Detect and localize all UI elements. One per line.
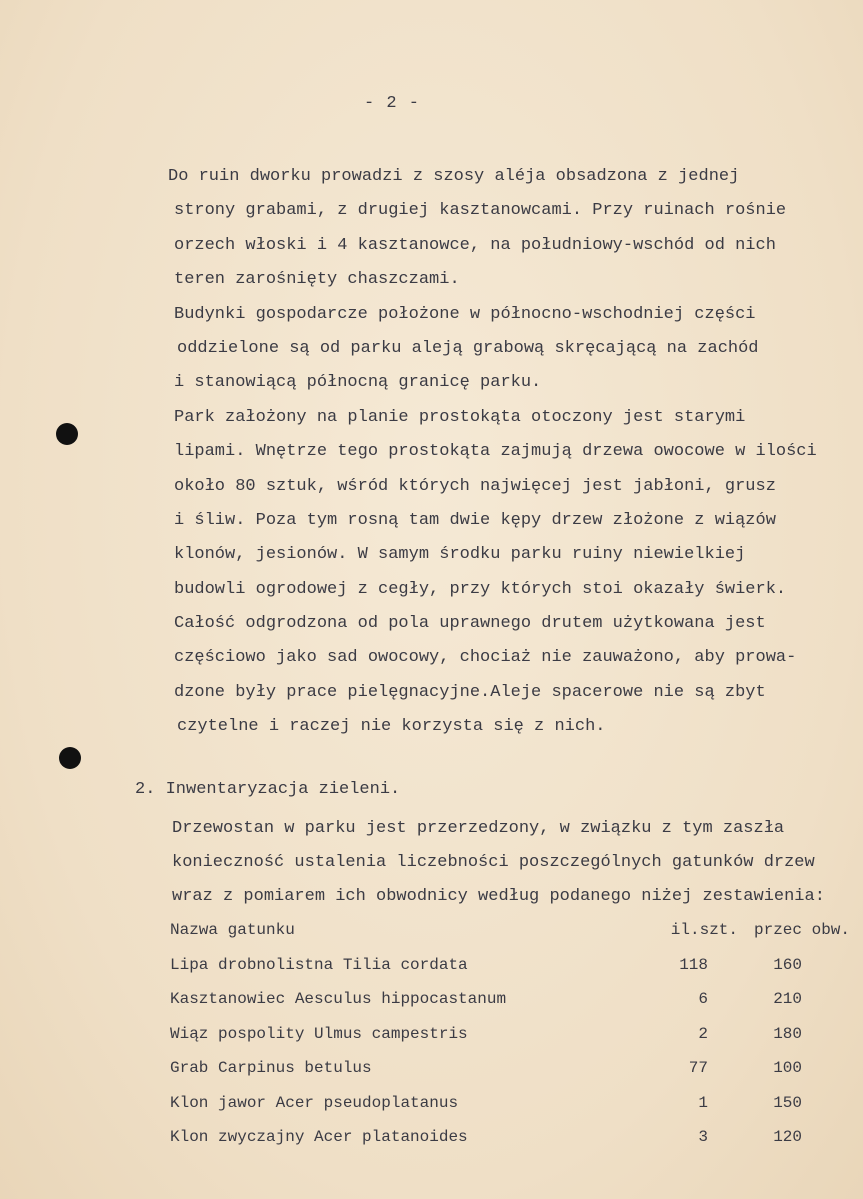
paragraph-line: strony grabami, z drugiej kasztanowcami. Przy ruinach rośnie (174, 201, 787, 221)
table-row (170, 1017, 850, 1052)
species-circumference: 150 (773, 1093, 802, 1112)
section-line: wraz z pomiarem ich obwodnicy według podanego niżej zestawienia: (172, 887, 825, 906)
paragraph-line: Park założony na planie prostokąta otoczony jest starymi (174, 407, 746, 427)
paragraph-line: klonów, jesionów. W samym środku parku ruiny niewielkiej (174, 545, 746, 565)
paragraph-line: i stanowiącą północną granicę parku. (174, 373, 542, 393)
section-line: Drzewostan w parku jest przerzedzony, w związku z tym zaszła (172, 819, 785, 838)
paragraph-line: budowli ogrodowej z cegły, przy których stoi okazały świerk. (174, 579, 787, 599)
paragraph-line: Budynki gospodarcze położone w północno-wschodniej części (174, 304, 756, 324)
species-name: Wiąz pospolity Ulmus campestris (170, 1024, 468, 1043)
species-circumference: 210 (773, 990, 802, 1008)
species-name: Klon zwyczajny Acer platanoides (170, 1128, 468, 1146)
species-count: 3 (698, 1128, 708, 1146)
paragraph-line: dzone były prace pielęgnacyjne.Aleje spacerowe nie są zbyt (174, 682, 766, 702)
species-circumference: 120 (773, 1128, 802, 1146)
table-row (170, 948, 850, 983)
paragraph-line: Całość odgrodzona od pola uprawnego drutem użytkowana jest (174, 614, 766, 634)
species-circumference: 160 (773, 955, 802, 974)
table-header-row (170, 913, 850, 948)
paragraph-line: teren zarośnięty chaszczami. (174, 270, 460, 290)
section-body (172, 812, 825, 914)
page-number: - 2 - (364, 94, 421, 113)
punch-hole-top (56, 423, 78, 445)
header-circumference: przec obw. (753, 921, 850, 939)
paragraph-line: częściowo jako sad owocowy, chociaż nie zauważono, aby prowa- (174, 648, 797, 668)
header-count: il.szt. (670, 921, 738, 939)
species-count: 1 (698, 1093, 708, 1112)
species-name: Lipa drobnolistna Tilia cordata (170, 955, 468, 974)
paragraph-line: Do ruin dworku prowadzi z szosy aléja obsadzona z jednej (168, 167, 740, 186)
species-name: Kasztanowiec Aesculus hippocastanum (170, 990, 507, 1008)
paragraph-line: lipami. Wnętrze tego prostokąta zajmują drzewa owocowe w ilości (174, 442, 817, 462)
park-description-paragraph (168, 160, 848, 745)
species-name: Klon jawor Acer pseudoplatanus (170, 1093, 459, 1112)
species-circumference: 180 (773, 1024, 802, 1043)
table-row (170, 1120, 850, 1155)
punch-hole-bottom (59, 747, 81, 769)
species-count: 77 (688, 1059, 708, 1077)
paragraph-line: oddzielone są od parku aleją grabową skręcającą na zachód (177, 338, 759, 358)
species-name: Grab Carpinus betulus (170, 1059, 372, 1077)
paragraph-line: około 80 sztuk, wśród których najwięcej jest jabłoni, grusz (174, 476, 776, 496)
paragraph-line: i śliw. Poza tym rosną tam dwie kępy drzew złożone z wiązów (174, 510, 776, 530)
species-table (170, 913, 850, 1155)
table-row (170, 1051, 850, 1086)
table-row (170, 1086, 850, 1121)
species-count: 118 (679, 955, 708, 974)
table-row (170, 982, 850, 1017)
section-line: konieczność ustalenia liczebności poszczególnych gatunków drzew (172, 853, 815, 872)
paragraph-line: orzech włoski i 4 kasztanowce, na południowy-wschód od nich (174, 235, 776, 255)
paragraph-line: czytelne i raczej nie korzysta się z nich. (177, 717, 606, 737)
species-count: 2 (698, 1024, 708, 1043)
species-count: 6 (698, 990, 708, 1008)
species-circumference: 100 (773, 1059, 802, 1077)
header-name: Nazwa gatunku (170, 921, 295, 939)
section-heading: 2. Inwentaryzacja zieleni. (135, 780, 401, 799)
